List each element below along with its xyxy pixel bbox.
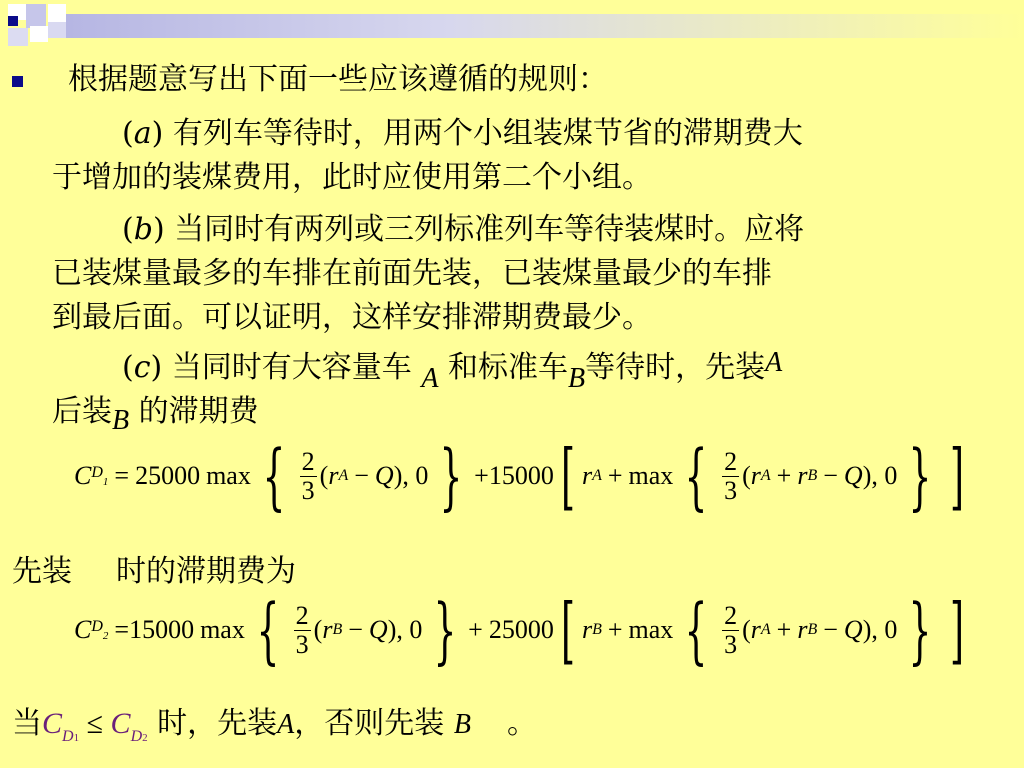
- rule-a-line1: (a) 有列车等待时，用两个小组装煤节省的滞期费大: [122, 116, 803, 151]
- bullet-icon: [12, 76, 23, 87]
- header-gradient-bar: [66, 14, 1024, 38]
- header-decoration: [0, 0, 1024, 46]
- conclusion-line: 当$C_{D1} \le C_{D2}$ 时，先装A，否则先装 B 。: [12, 706, 537, 745]
- rule-a-line2: 于增加的装煤费用，此时应使用第二个小组。: [52, 160, 652, 195]
- header-square: [30, 26, 48, 42]
- rule-b-line3: 到最后面。可以证明，这样安排滞期费最少。: [52, 300, 652, 335]
- mid-text: 先装 时的滞期费为: [12, 554, 296, 589]
- rule-c-line2: 后装B 的滞期费: [52, 394, 259, 436]
- header-square: [8, 28, 28, 46]
- intro-text: 根据题意写出下面一些应该遵循的规则：: [68, 62, 608, 97]
- formula-cd1: C $D_1$ = 25000 max { $\frac{2}{3}$ ( r A − Q ), 0 } + 15000 [ r A + max { $\frac{2}{3}$ ( r A + r B − Q ), 0 } ]: [74, 434, 965, 518]
- formula-cd2: C $D_2$ = 15000 max { $\frac{2}{3}$ ( r B − Q ), 0 } + 25000 [ r B + max { $\frac{2}{3}$ ( r A + r B − Q ), 0 } ]: [74, 588, 965, 672]
- rule-b-line2: 已装煤量最多的车排在前面先装，已装煤量最少的车排: [52, 256, 772, 291]
- rule-b-line1: (b) 当同时有两列或三列标准列车等待装煤时。应将: [122, 212, 805, 247]
- header-square: [48, 22, 66, 38]
- header-square-dark: [8, 16, 18, 26]
- header-square: [48, 4, 66, 22]
- header-square: [26, 4, 46, 28]
- rule-c-line1: (c) 当同时有大容量车 A 和标准车B等待时，先装A: [122, 347, 783, 394]
- condition-math: $C_{D1} \le C_{D2}$: [42, 707, 148, 745]
